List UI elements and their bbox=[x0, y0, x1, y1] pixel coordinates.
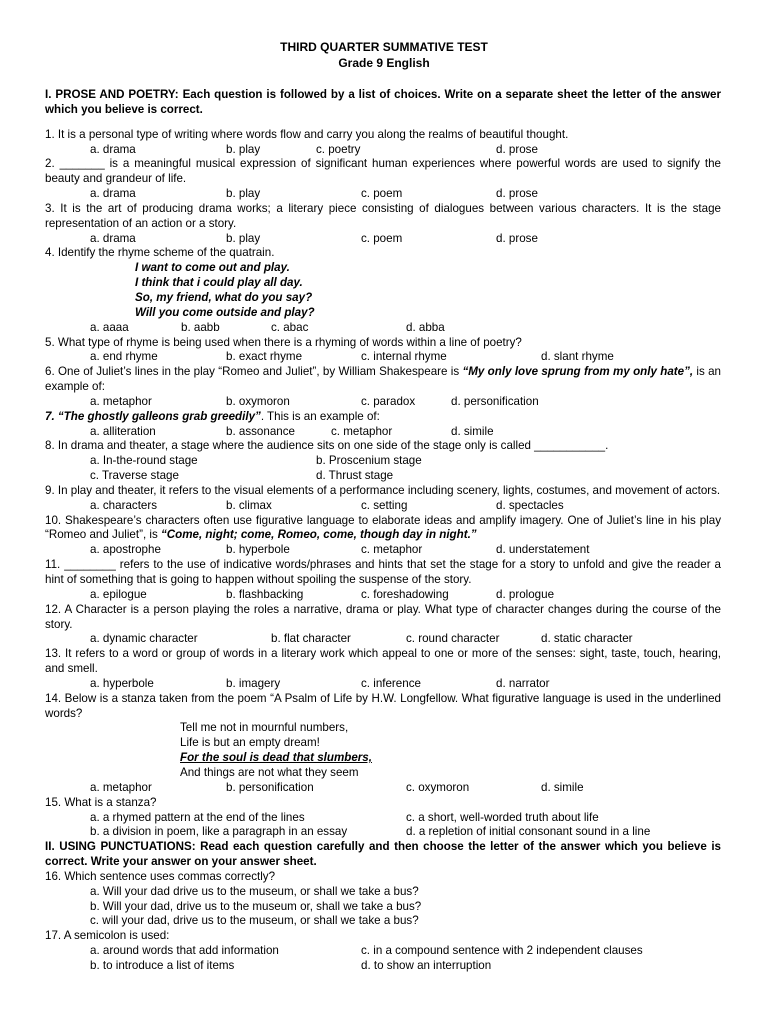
question-2: 2. _______ is a meaningful musical expression of significant human experiences where powerful words are used to signify the beauty and grandeur of life. bbox=[45, 157, 721, 186]
choice-b: b. play bbox=[226, 187, 261, 201]
choice-b: b. assonance bbox=[226, 424, 295, 438]
question-5: 5. What type of rhyme is being used when there is a rhyming of words within a line of poetry? bbox=[45, 335, 522, 349]
q13-choices bbox=[45, 677, 721, 692]
q10-quote: “Come, night; come, Romeo, come, though day in night.” bbox=[160, 528, 477, 542]
part2-heading: II. USING PUNCTUATIONS: Read each question carefully and then choose the letter of the answer which you believe is correct. Write your answer on your answer sheet. bbox=[45, 840, 721, 869]
q15-choices-row-2 bbox=[45, 825, 721, 840]
q1-choices bbox=[45, 143, 721, 158]
choice-b: b. oxymoron bbox=[226, 394, 290, 408]
choice-d: d. prologue bbox=[496, 587, 555, 601]
quatrain-line-3: So, my friend, what do you say? bbox=[135, 290, 313, 304]
question-13: 13. It refers to a word or group of words in a literary work which appeal to one or more of the senses: sight, taste, touch, hearing, and smell. bbox=[45, 647, 721, 676]
choice-a: a. alliteration bbox=[90, 424, 156, 438]
question-12: 12. A Character is a person playing the roles a narrative, drama or play. What type of character changes during the course of the story. bbox=[45, 602, 721, 631]
choice-c: c. oxymoron bbox=[406, 780, 470, 794]
question-3: 3. It is the art of producing drama works; a literary piece consisting of dialogues between various characters. It is the stage representation of an action or a story. bbox=[45, 201, 721, 230]
choice-b: b. exact rhyme bbox=[226, 350, 303, 364]
q6-text-end: is an example of: bbox=[45, 365, 722, 394]
choice-b: b. Will your dad, drive us to the museum or, shall we take a bus? bbox=[90, 899, 422, 913]
question-14: 14. Below is a stanza taken from the poem “A Psalm of Life by H.W. Longfellow. What figurative language is used in the underlined words? bbox=[45, 691, 721, 720]
test-title: THIRD QUARTER SUMMATIVE TEST bbox=[280, 40, 488, 54]
question-4: 4. Identify the rhyme scheme of the quatrain. bbox=[45, 246, 275, 260]
q12-choices bbox=[45, 632, 721, 647]
choice-b: b. hyperbole bbox=[226, 543, 290, 557]
choice-d: d. personification bbox=[451, 394, 539, 408]
q15-choices-row-1 bbox=[45, 811, 721, 826]
choice-a: a. Will your dad drive us to the museum, or shall we take a bus? bbox=[90, 884, 419, 898]
q9-choices bbox=[45, 499, 721, 514]
choice-d: d. a repletion of initial consonant sound in a line bbox=[406, 825, 651, 839]
choice-c: c. Traverse stage bbox=[90, 469, 179, 483]
choice-a: a. around words that add information bbox=[90, 944, 279, 958]
choice-a: a. epilogue bbox=[90, 587, 147, 601]
question-7 bbox=[45, 410, 721, 425]
q6-quote: “My only love sprung from my only hate”, bbox=[462, 365, 694, 379]
stanza-line-2: Life is but an empty dream! bbox=[180, 736, 320, 750]
choice-a: a. hyperbole bbox=[90, 676, 154, 690]
q8-choices-row-1 bbox=[45, 454, 721, 469]
choice-a: a. drama bbox=[90, 231, 136, 245]
q11-choices bbox=[45, 588, 721, 603]
test-content bbox=[45, 88, 721, 974]
q3-choices bbox=[45, 232, 721, 247]
choice-b: b. Proscenium stage bbox=[316, 454, 422, 468]
question-6 bbox=[45, 365, 721, 395]
q7-quote: 7. “The ghostly galleons grab greedily” bbox=[45, 409, 261, 423]
choice-c: c. in a compound sentence with 2 independent clauses bbox=[361, 944, 643, 958]
choice-c: c. abac bbox=[271, 320, 309, 334]
choice-b: b. imagery bbox=[226, 676, 281, 690]
test-subtitle: Grade 9 English bbox=[338, 56, 430, 70]
choice-c: c. paradox bbox=[361, 394, 416, 408]
choice-a: a. In-the-round stage bbox=[90, 454, 198, 468]
choice-d: d. simile bbox=[451, 424, 494, 438]
q7-choices bbox=[45, 425, 721, 440]
q6-choices bbox=[45, 395, 721, 410]
q17-choices-row-1 bbox=[45, 944, 721, 959]
choice-c: c. poem bbox=[361, 231, 403, 245]
choice-c: c. inference bbox=[361, 676, 421, 690]
choice-d: d. Thrust stage bbox=[316, 469, 394, 483]
question-1: 1. It is a personal type of writing where words flow and carry you along the realms of beautiful thought. bbox=[45, 127, 569, 141]
choice-b: b. a division in poem, like a paragraph in an essay bbox=[90, 825, 348, 839]
part1-heading: I. PROSE AND POETRY: Each question is followed by a list of choices. Write on a separate sheet the letter of the answer which you believe is correct. bbox=[45, 88, 721, 116]
choice-b: b. aabb bbox=[181, 320, 220, 334]
stanza-line-3-underlined: For the soul is dead that slumbers, bbox=[180, 751, 372, 765]
q5-choices bbox=[45, 350, 721, 365]
q4-choices bbox=[45, 321, 721, 336]
choice-a: a. a rhymed pattern at the end of the lines bbox=[90, 810, 305, 824]
q6-text: 6. One of Juliet’s lines in the play “Romeo and Juliet”, by William Shakespeare is bbox=[45, 365, 463, 379]
choice-b: b. climax bbox=[226, 498, 272, 512]
choice-b: b. play bbox=[226, 231, 261, 245]
question-10 bbox=[45, 514, 721, 544]
choice-c: c. a short, well-worded truth about life bbox=[406, 810, 599, 824]
choice-a: a. metaphor bbox=[90, 394, 152, 408]
q8-choices-row-2 bbox=[45, 469, 721, 484]
choice-a: a. dynamic character bbox=[90, 632, 198, 646]
choice-b: b. to introduce a list of items bbox=[90, 958, 235, 972]
choice-c: c. internal rhyme bbox=[361, 350, 447, 364]
choice-a: a. characters bbox=[90, 498, 158, 512]
question-9: 9. In play and theater, it refers to the visual elements of a performance including scenery, lights, costumes, and movement of actors. bbox=[45, 483, 721, 497]
choice-b: b. play bbox=[226, 142, 261, 156]
choice-d: d. prose bbox=[496, 187, 538, 201]
choice-d: d. understatement bbox=[496, 543, 590, 557]
q10-text: 10. Shakespeare’s characters often use figurative language to elaborate ideas and amplify imagery. One of Juliet’s line in his play “Romeo and Juliet”, is bbox=[45, 513, 721, 542]
choice-c: c. round character bbox=[406, 632, 500, 646]
choice-d: d. static character bbox=[541, 632, 633, 646]
choice-c: c. metaphor bbox=[361, 543, 423, 557]
choice-c: c. foreshadowing bbox=[361, 587, 449, 601]
choice-d: d. abba bbox=[406, 320, 445, 334]
q17-choices-row-2 bbox=[45, 959, 721, 974]
choice-a: a. drama bbox=[90, 187, 136, 201]
choice-d: d. prose bbox=[496, 142, 538, 156]
question-17: 17. A semicolon is used: bbox=[45, 929, 170, 943]
choice-b: b. flashbacking bbox=[226, 587, 304, 601]
choice-d: d. narrator bbox=[496, 676, 550, 690]
question-8: 8. In drama and theater, a stage where the audience sits on one side of the stage only is called ___________. bbox=[45, 439, 609, 453]
quatrain-line-2: I think that i could play all day. bbox=[135, 276, 303, 290]
choice-d: d. to show an interruption bbox=[361, 958, 492, 972]
choice-a: a. aaaa bbox=[90, 320, 129, 334]
q10-choices bbox=[45, 543, 721, 558]
q2-choices bbox=[45, 187, 721, 202]
q7-text-end: . This is an example of: bbox=[260, 409, 380, 423]
stanza-line-1: Tell me not in mournful numbers, bbox=[180, 721, 349, 735]
choice-c: c. setting bbox=[361, 498, 408, 512]
choice-c: c. will your dad, drive us to the museum, or shall we take a bus? bbox=[90, 914, 419, 928]
quatrain-line-1: I want to come out and play. bbox=[135, 261, 290, 275]
q14-choices bbox=[45, 781, 721, 796]
stanza-line-4: And things are not what they seem bbox=[180, 765, 359, 779]
choice-c: c. metaphor bbox=[331, 424, 393, 438]
choice-b: b. flat character bbox=[271, 632, 351, 646]
question-11: 11. ________ refers to the use of indicative words/phrases and hints that set the stage for a story to unfold and give the reader a hint of something that is going to happen without spoiling the suspense of the story. bbox=[45, 558, 721, 586]
choice-a: a. drama bbox=[90, 142, 136, 156]
choice-d: d. spectacles bbox=[496, 498, 564, 512]
question-15: 15. What is a stanza? bbox=[45, 795, 157, 809]
choice-a: a. apostrophe bbox=[90, 543, 161, 557]
choice-a: a. metaphor bbox=[90, 780, 152, 794]
choice-c: c. poem bbox=[361, 187, 403, 201]
question-16: 16. Which sentence uses commas correctly? bbox=[45, 869, 276, 883]
choice-b: b. personification bbox=[226, 780, 314, 794]
choice-a: a. end rhyme bbox=[90, 350, 158, 364]
choice-d: d. prose bbox=[496, 231, 538, 245]
choice-c: c. poetry bbox=[316, 142, 361, 156]
choice-d: d. simile bbox=[541, 780, 584, 794]
choice-d: d. slant rhyme bbox=[541, 350, 614, 364]
quatrain-line-4: Will you come outside and play? bbox=[135, 305, 315, 319]
